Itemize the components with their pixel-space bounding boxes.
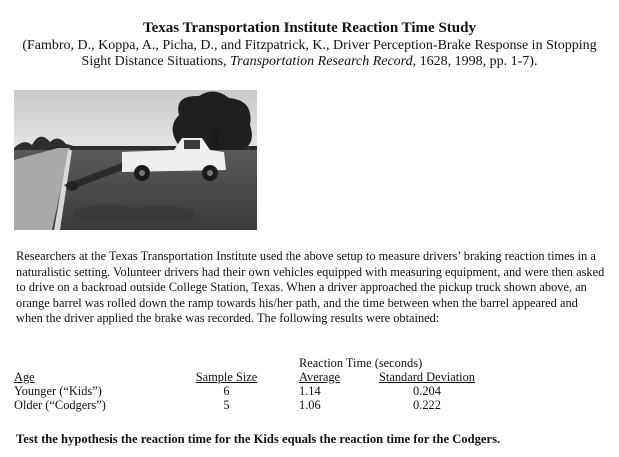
cell-standard-deviation: 0.222 [413,398,441,412]
table-header-row [14,370,487,384]
table-group-header-row [14,356,487,370]
cell-sample-size: 5 [223,398,230,412]
table-row [14,384,487,398]
cell-age: Younger (“Kids”) [14,384,102,398]
column-header-standard-deviation: Standard Deviation [378,370,475,384]
cell-average: 1.06 [299,398,321,412]
column-header-age: Age [14,370,35,384]
pickup-truck-on-road-photo-icon [14,90,257,230]
photo-graphic [14,90,257,230]
citation-authors: (Fambro, D., Koppa, A., Picha, D., and Fitzpatrick, K., Driver Perception-Brake Response in Stopping Sight Distance Situations, [22,38,597,69]
citation [20,38,599,70]
cell-standard-deviation: 0.204 [413,384,441,398]
document-title: Texas Transportation Institute Reaction Time Study [143,20,476,36]
column-header-sample-size: Sample Size [195,370,258,384]
cell-average: 1.14 [299,384,321,398]
hypothesis-question: Test the hypothesis the reaction time for the Kids equals the reaction time for the Codgers. [16,432,501,446]
cell-sample-size: 6 [223,384,230,398]
citation-tail: , 1628, 1998, pp. 1-7). [412,54,538,69]
citation-journal: Transportation Research Record [230,54,413,69]
results-table [14,356,487,412]
description-paragraph: Researchers at the Texas Transportation Institute used the above setup to measure drivers’ braking reaction times in a naturalistic setting. Volunteer drivers had their own vehicles equipped with measuring equipment, and were then asked to drive on a backroad outside College Station, Texas. When a driver approached the pickup truck shown above, an orange barrel was rolled down the ramp towards his/her path, and the time between when the barrel appeared and when the driver applied the brake was recorded. The following results were obtained: [16,249,605,326]
table-row [14,398,487,412]
reaction-time-header: Reaction Time (seconds) [299,356,423,370]
column-header-average: Average [299,370,341,384]
cell-age: Older (“Codgers”) [14,398,106,412]
